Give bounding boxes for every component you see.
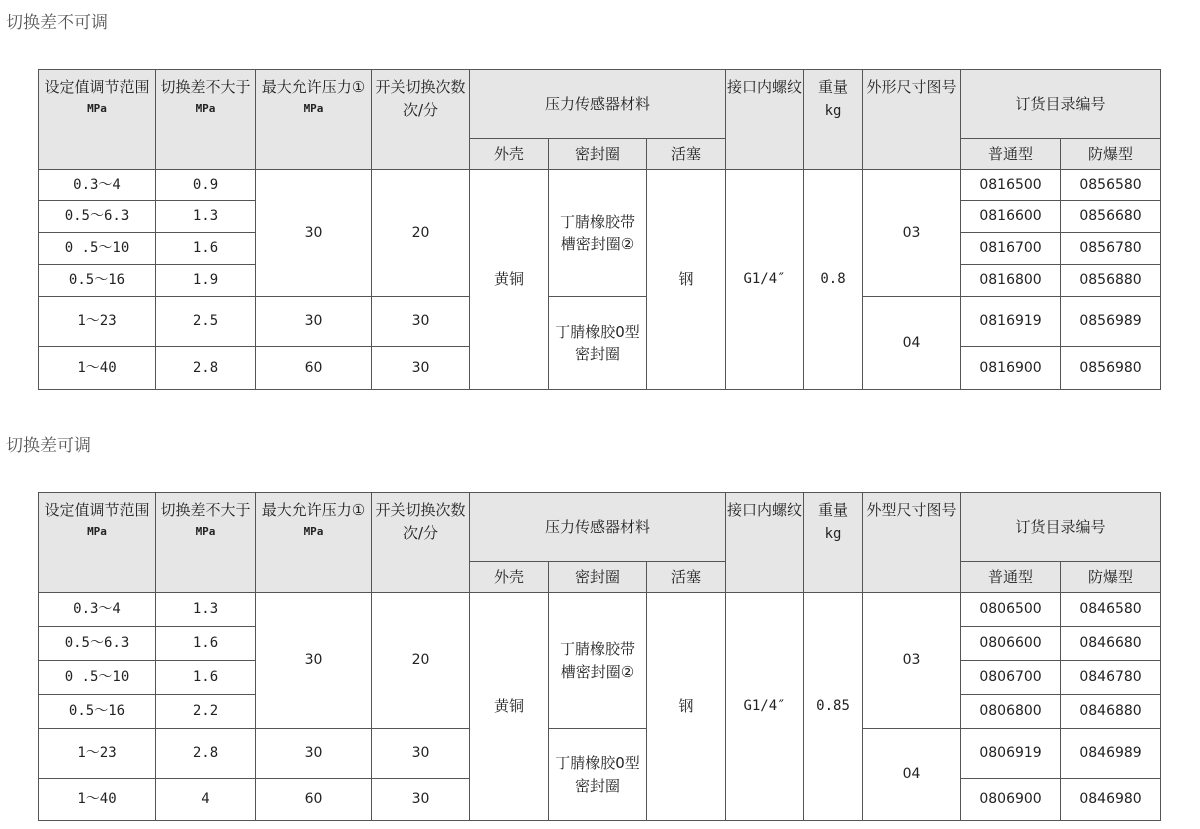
cell-normal: 0806919 [961,729,1061,779]
cell-range: 1～40 [39,347,156,390]
cell-explosion: 0846580 [1061,593,1161,627]
cell-explosion: 0846880 [1061,695,1161,729]
cell-explosion: 0856780 [1061,233,1161,265]
cell-normal: 0806500 [961,593,1061,627]
unit-label: MPa [195,524,216,538]
cell-normal: 0806800 [961,695,1061,729]
header-order-no: 订货目录编号 [961,493,1161,562]
spec-table [38,69,1161,390]
cell-piston: 钢 [647,170,726,390]
cell-range: 0.5～16 [39,265,156,297]
cell-piston: 钢 [647,593,726,821]
header-set-range-label: 设定值调节范围 [44,78,150,96]
unit-label: MPa [303,524,324,538]
header-max-pressure-label: 最大允许压力① [261,78,366,96]
header-piston: 活塞 [647,562,726,593]
header-seal: 密封圈 [549,139,647,170]
header-material: 压力传感器材料 [470,70,726,139]
cell-switch-count: 20 [372,593,470,729]
header-seal: 密封圈 [549,562,647,593]
cell-max-pressure: 30 [256,297,372,347]
table-row [39,170,1161,201]
header-diff [156,70,256,170]
header-set-range-label: 设定值调节范围 [44,501,150,519]
cell-drawing: 03 [863,593,961,729]
header-weight [804,493,863,593]
cell-diff: 0.9 [156,170,256,201]
cell-explosion: 0846780 [1061,661,1161,695]
header-diff-label: 切换差不大于 [160,78,251,96]
header-shell: 外壳 [470,562,549,593]
cell-seal-a: 丁腈橡胶带槽密封圈② [549,593,647,729]
header-switch-count-unit: 次/分 [402,100,439,119]
cell-drawing: 04 [863,729,961,821]
cell-diff: 1.9 [156,265,256,297]
cell-max-pressure: 30 [256,729,372,779]
cell-range: 0.5～6.3 [39,627,156,661]
cell-normal: 0806600 [961,627,1061,661]
header-normal: 普通型 [961,139,1061,170]
cell-max-pressure: 30 [256,593,372,729]
cell-diff: 2.5 [156,297,256,347]
header-shell: 外壳 [470,139,549,170]
cell-drawing: 03 [863,170,961,297]
cell-diff: 4 [156,779,256,821]
header-max-pressure [256,493,372,593]
cell-range: 1～40 [39,779,156,821]
table-row [39,593,1161,627]
header-dim-drawing: 外形尺寸图号 [863,70,961,170]
cell-explosion: 0856680 [1061,201,1161,233]
cell-switch-count: 30 [372,779,470,821]
cell-seal-b: 丁腈橡胶0型密封圈 [549,729,647,821]
header-material: 压力传感器材料 [470,493,726,562]
cell-normal: 0816919 [961,297,1061,347]
cell-max-pressure: 60 [256,779,372,821]
header-switch-count-label: 开关切换次数 [375,501,466,519]
header-weight [804,70,863,170]
cell-normal: 0816600 [961,201,1061,233]
cell-normal: 0816700 [961,233,1061,265]
unit-label: MPa [87,524,107,538]
header-thread: 接口内螺纹 [726,70,804,170]
cell-shell: 黄铜 [470,593,549,821]
cell-switch-count: 30 [372,347,470,390]
cell-thread: G1/4″ [726,170,804,390]
cell-range: 0.5～6.3 [39,201,156,233]
cell-normal: 0806700 [961,661,1061,695]
header-explosion: 防爆型 [1061,139,1161,170]
cell-range: 1～23 [39,297,156,347]
cell-drawing: 04 [863,297,961,390]
header-max-pressure-label: 最大允许压力① [261,501,366,519]
cell-diff: 2.8 [156,729,256,779]
header-switch-count-unit: 次/分 [402,523,439,542]
table-row [39,729,1161,779]
header-diff [156,493,256,593]
header-piston: 活塞 [647,139,726,170]
header-dim-drawing: 外型尺寸图号 [863,493,961,593]
cell-weight: 0.8 [804,170,863,390]
cell-seal-b: 丁腈橡胶0型密封圈 [549,297,647,390]
header-weight-label: 重量 [818,78,849,96]
header-normal: 普通型 [961,562,1061,593]
header-order-no: 订货目录编号 [961,70,1161,139]
cell-diff: 1.6 [156,661,256,695]
header-max-pressure [256,70,372,170]
header-weight-unit: kg [824,525,842,542]
cell-switch-count: 30 [372,297,470,347]
cell-max-pressure: 60 [256,347,372,390]
cell-diff: 2.8 [156,347,256,390]
cell-explosion: 0846980 [1061,779,1161,821]
cell-range: 0.3～4 [39,170,156,201]
cell-normal: 0816500 [961,170,1061,201]
cell-switch-count: 20 [372,170,470,297]
cell-max-pressure: 30 [256,170,372,297]
cell-range: 1～23 [39,729,156,779]
cell-diff: 1.3 [156,201,256,233]
cell-range: 0.3～4 [39,593,156,627]
header-set-range [39,70,156,170]
section-title: 切换差不可调 [6,13,108,33]
header-switch-count-label: 开关切换次数 [375,78,466,96]
cell-range: 0.5～16 [39,695,156,729]
unit-label: MPa [87,101,107,115]
unit-label: MPa [195,101,216,115]
spec-table [38,492,1161,821]
cell-explosion: 0856580 [1061,170,1161,201]
header-switch-count [372,493,470,593]
section-title: 切换差可调 [6,436,91,456]
cell-range: 0 .5～10 [39,661,156,695]
cell-thread: G1/4″ [726,593,804,821]
cell-normal: 0816800 [961,265,1061,297]
cell-weight: 0.85 [804,593,863,821]
cell-normal: 0806900 [961,779,1061,821]
cell-diff: 1.6 [156,233,256,265]
cell-normal: 0816900 [961,347,1061,390]
header-thread: 接口内螺纹 [726,493,804,593]
cell-shell: 黄铜 [470,170,549,390]
cell-switch-count: 30 [372,729,470,779]
cell-seal-a: 丁腈橡胶带槽密封圈② [549,170,647,297]
header-switch-count [372,70,470,170]
cell-diff: 2.2 [156,695,256,729]
cell-explosion: 0846680 [1061,627,1161,661]
header-weight-label: 重量 [818,501,849,519]
cell-explosion: 0856989 [1061,297,1161,347]
table-row [39,297,1161,347]
cell-diff: 1.6 [156,627,256,661]
cell-explosion: 0856880 [1061,265,1161,297]
cell-explosion: 0846989 [1061,729,1161,779]
header-weight-unit: kg [824,102,842,119]
unit-label: MPa [303,101,324,115]
cell-diff: 1.3 [156,593,256,627]
cell-explosion: 0856980 [1061,347,1161,390]
header-set-range [39,493,156,593]
cell-range: 0 .5～10 [39,233,156,265]
header-explosion: 防爆型 [1061,562,1161,593]
header-diff-label: 切换差不大于 [160,501,251,519]
